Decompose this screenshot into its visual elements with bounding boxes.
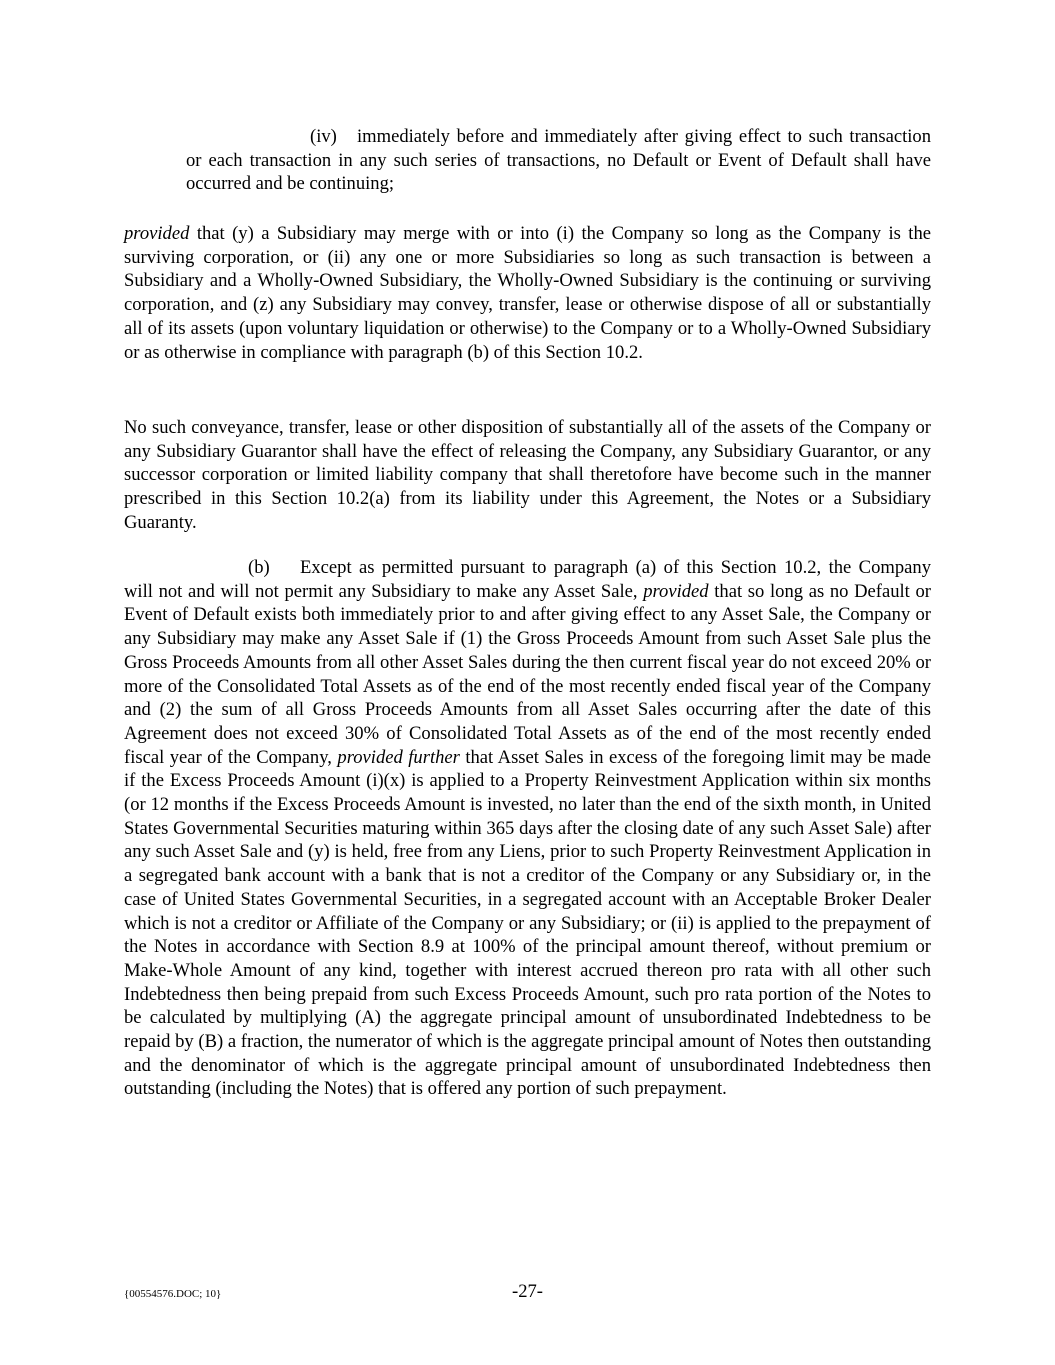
clause-b-text-part2: that so long as no Default or Event of Default exists both immediately prior to and after giving effect to any Asset Sale, the Company or any Subsidiary may make any Asset Sale if (1) the Gross Proceeds Amount from such Asset Sale plus the Gross Proceeds Amounts from all other Asset Sales during the then current fiscal year do not exceed 20% or more of the Consolidated Total Assets as of the end of the most recently ended fiscal year of the Company and (2) the sum of all Gross Proceeds Amounts from all Asset Sales occurring after the date of this Agreement does not exceed 30% of Consolidated Total Assets as of the end of the most recently ended fiscal year of the Company,: [124, 580, 931, 768]
clause-b-text-part3: that Asset Sales in excess of the foregoing limit may be made if the Excess Proceeds Amount (i)(x) is applied to a Property Reinvestment Application within six months (or 12 months if the Excess Proceeds Amount is invested, no later than the end of the sixth month, in United States Governmental Securities maturing within 365 days after the closing date of any such Asset Sale) after any such Asset Sale and (y) is held, free from any Liens, prior to such Property Reinvestment Application in a segregated bank account with a bank that is not a creditor of the Company or any Subsidiary or, in the case of United States Governmental Securities, in a segregated account with an Acceptable Broker Dealer which is not a creditor or Affiliate of the Company or any Subsidiary; or (ii) is applied to the prepayment of the Notes in accordance with Section 8.9 at 100% of the principal amount thereof, without premium or Make-Whole Amount of any kind, together with interest accrued thereon pro rata with all other such Indebtedness then being prepaid from such Excess Proceeds Amount, such pro rata portion of the Notes to be calculated by multiplying (A) the aggregate principal amount of unsubordinated Indebtedness to be repaid by (B) a fraction, the numerator of which is the aggregate principal amount of Notes then outstanding and the denominator of which is the aggregate principal amount of unsubordinated Indebtedness then outstanding (including the Notes) that is offered any portion of such prepayment.: [124, 746, 932, 1100]
no-release-paragraph: [124, 416, 931, 535]
clause-b-paragraph: [124, 556, 931, 1101]
clause-iv-text: immediately before and immediately after giving effect to such transaction or each transaction in any such series of transactions, no Default or Event of Default shall have occurred and be continuing;: [186, 126, 931, 195]
clause-iv-label: (iv): [310, 126, 337, 147]
no-release-text: No such conveyance, transfer, lease or other disposition of substantially all of the assets of the Company or any Subsidiary Guarantor shall have the effect of releasing the Company, any Subsidiary Guarantor, or any successor corporation or limited liability company that shall theretofore have become such in the manner prescribed in this Section 10.2(a) from its liability under this Agreement, the Notes or a Subsidiary Guaranty.: [124, 417, 931, 533]
clause-iv-paragraph: [186, 125, 931, 196]
clause-b-italic-provided: provided: [643, 580, 709, 602]
clause-b-label: (b): [248, 557, 270, 578]
proviso-lead-italic: provided: [124, 223, 190, 244]
clause-b-text-part1: Except as permitted pursuant to paragraph (a) of this Section 10.2, the Company will not and will not permit any Subsidiary to make any Asset Sale,: [124, 557, 931, 602]
footer-doc-id: {00554576.DOC; 10}: [124, 1288, 222, 1300]
page-number: -27-: [512, 1281, 543, 1302]
clause-b-italic-provided-further: provided further: [337, 746, 460, 768]
proviso-paragraph: [124, 222, 931, 364]
proviso-text: that (y) a Subsidiary may merge with or into (i) the Company so long as the Company is the surviving corporation, or (ii) any one or more Subsidiaries so long as such transaction is between a Subsidiary and a Wholly-Owned Subsidiary, the Wholly-Owned Subsidiary is the continuing or surviving corporation, and (z) any Subsidiary may convey, transfer, lease or otherwise dispose of all or substantially all of its assets (upon voluntary liquidation or otherwise) to the Company or to a Wholly-Owned Subsidiary or as otherwise in compliance with paragraph (b) of this Section 10.2.: [124, 223, 931, 363]
